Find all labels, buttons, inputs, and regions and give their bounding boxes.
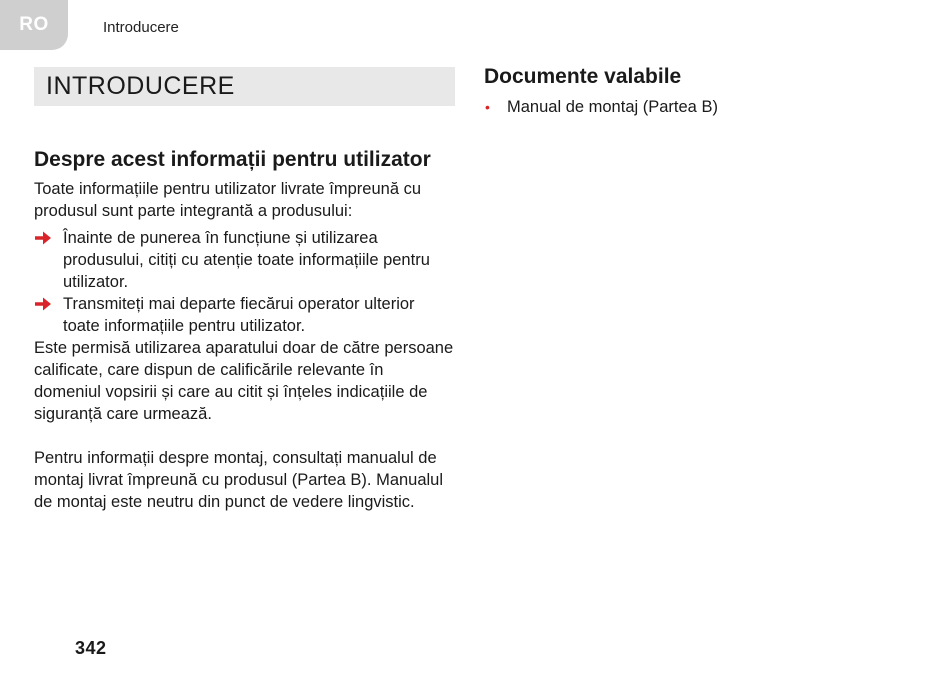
bullet-icon: •: [485, 99, 490, 115]
document-item: [484, 96, 914, 118]
instruction-item: [34, 227, 454, 293]
page-number: 342: [75, 638, 107, 658]
qualification-paragraph: Este permisă utilizarea aparatului doar de către persoane calificate, care dispun de calificările relevante în domeniul vopsirii și care au citit și înțeles indicațiile de siguranță care urmează.: [34, 339, 454, 423]
section-title-bar: [34, 67, 455, 106]
arrow-right-icon: [34, 230, 52, 246]
instruction-text: Transmiteți mai departe fiecărui operator ulterior toate informațiile pentru utilizator.: [63, 295, 415, 335]
document-label: Manual de montaj (Partea B): [507, 98, 718, 116]
intro-paragraph: Toate informațiile pentru utilizator livrate împreună cu produsul sunt parte integrantă a produsului:: [34, 180, 422, 220]
right-column: [484, 62, 914, 118]
documents-heading: Documente valabile: [484, 65, 682, 88]
language-tab: [0, 0, 68, 50]
instruction-item: [34, 293, 454, 337]
instruction-text: Înainte de punerea în funcțiune și utilizarea produsului, citiți cu atenție toate informațiile pentru utilizator.: [63, 229, 430, 291]
documents-list: [484, 96, 914, 118]
running-header: Introducere: [103, 19, 179, 36]
arrow-right-icon: [34, 296, 52, 312]
section-title: INTRODUCERE: [46, 72, 235, 100]
language-code: RO: [19, 14, 49, 35]
about-heading: Despre acest informații pentru utilizator: [34, 148, 431, 171]
instruction-list: [34, 227, 454, 337]
left-column: [34, 146, 454, 513]
assembly-paragraph: Pentru informații despre montaj, consultați manualul de montaj livrat împreună cu produsul (Partea B). Manualul de montaj este neutru din punct de vedere lingvistic.: [34, 449, 444, 511]
